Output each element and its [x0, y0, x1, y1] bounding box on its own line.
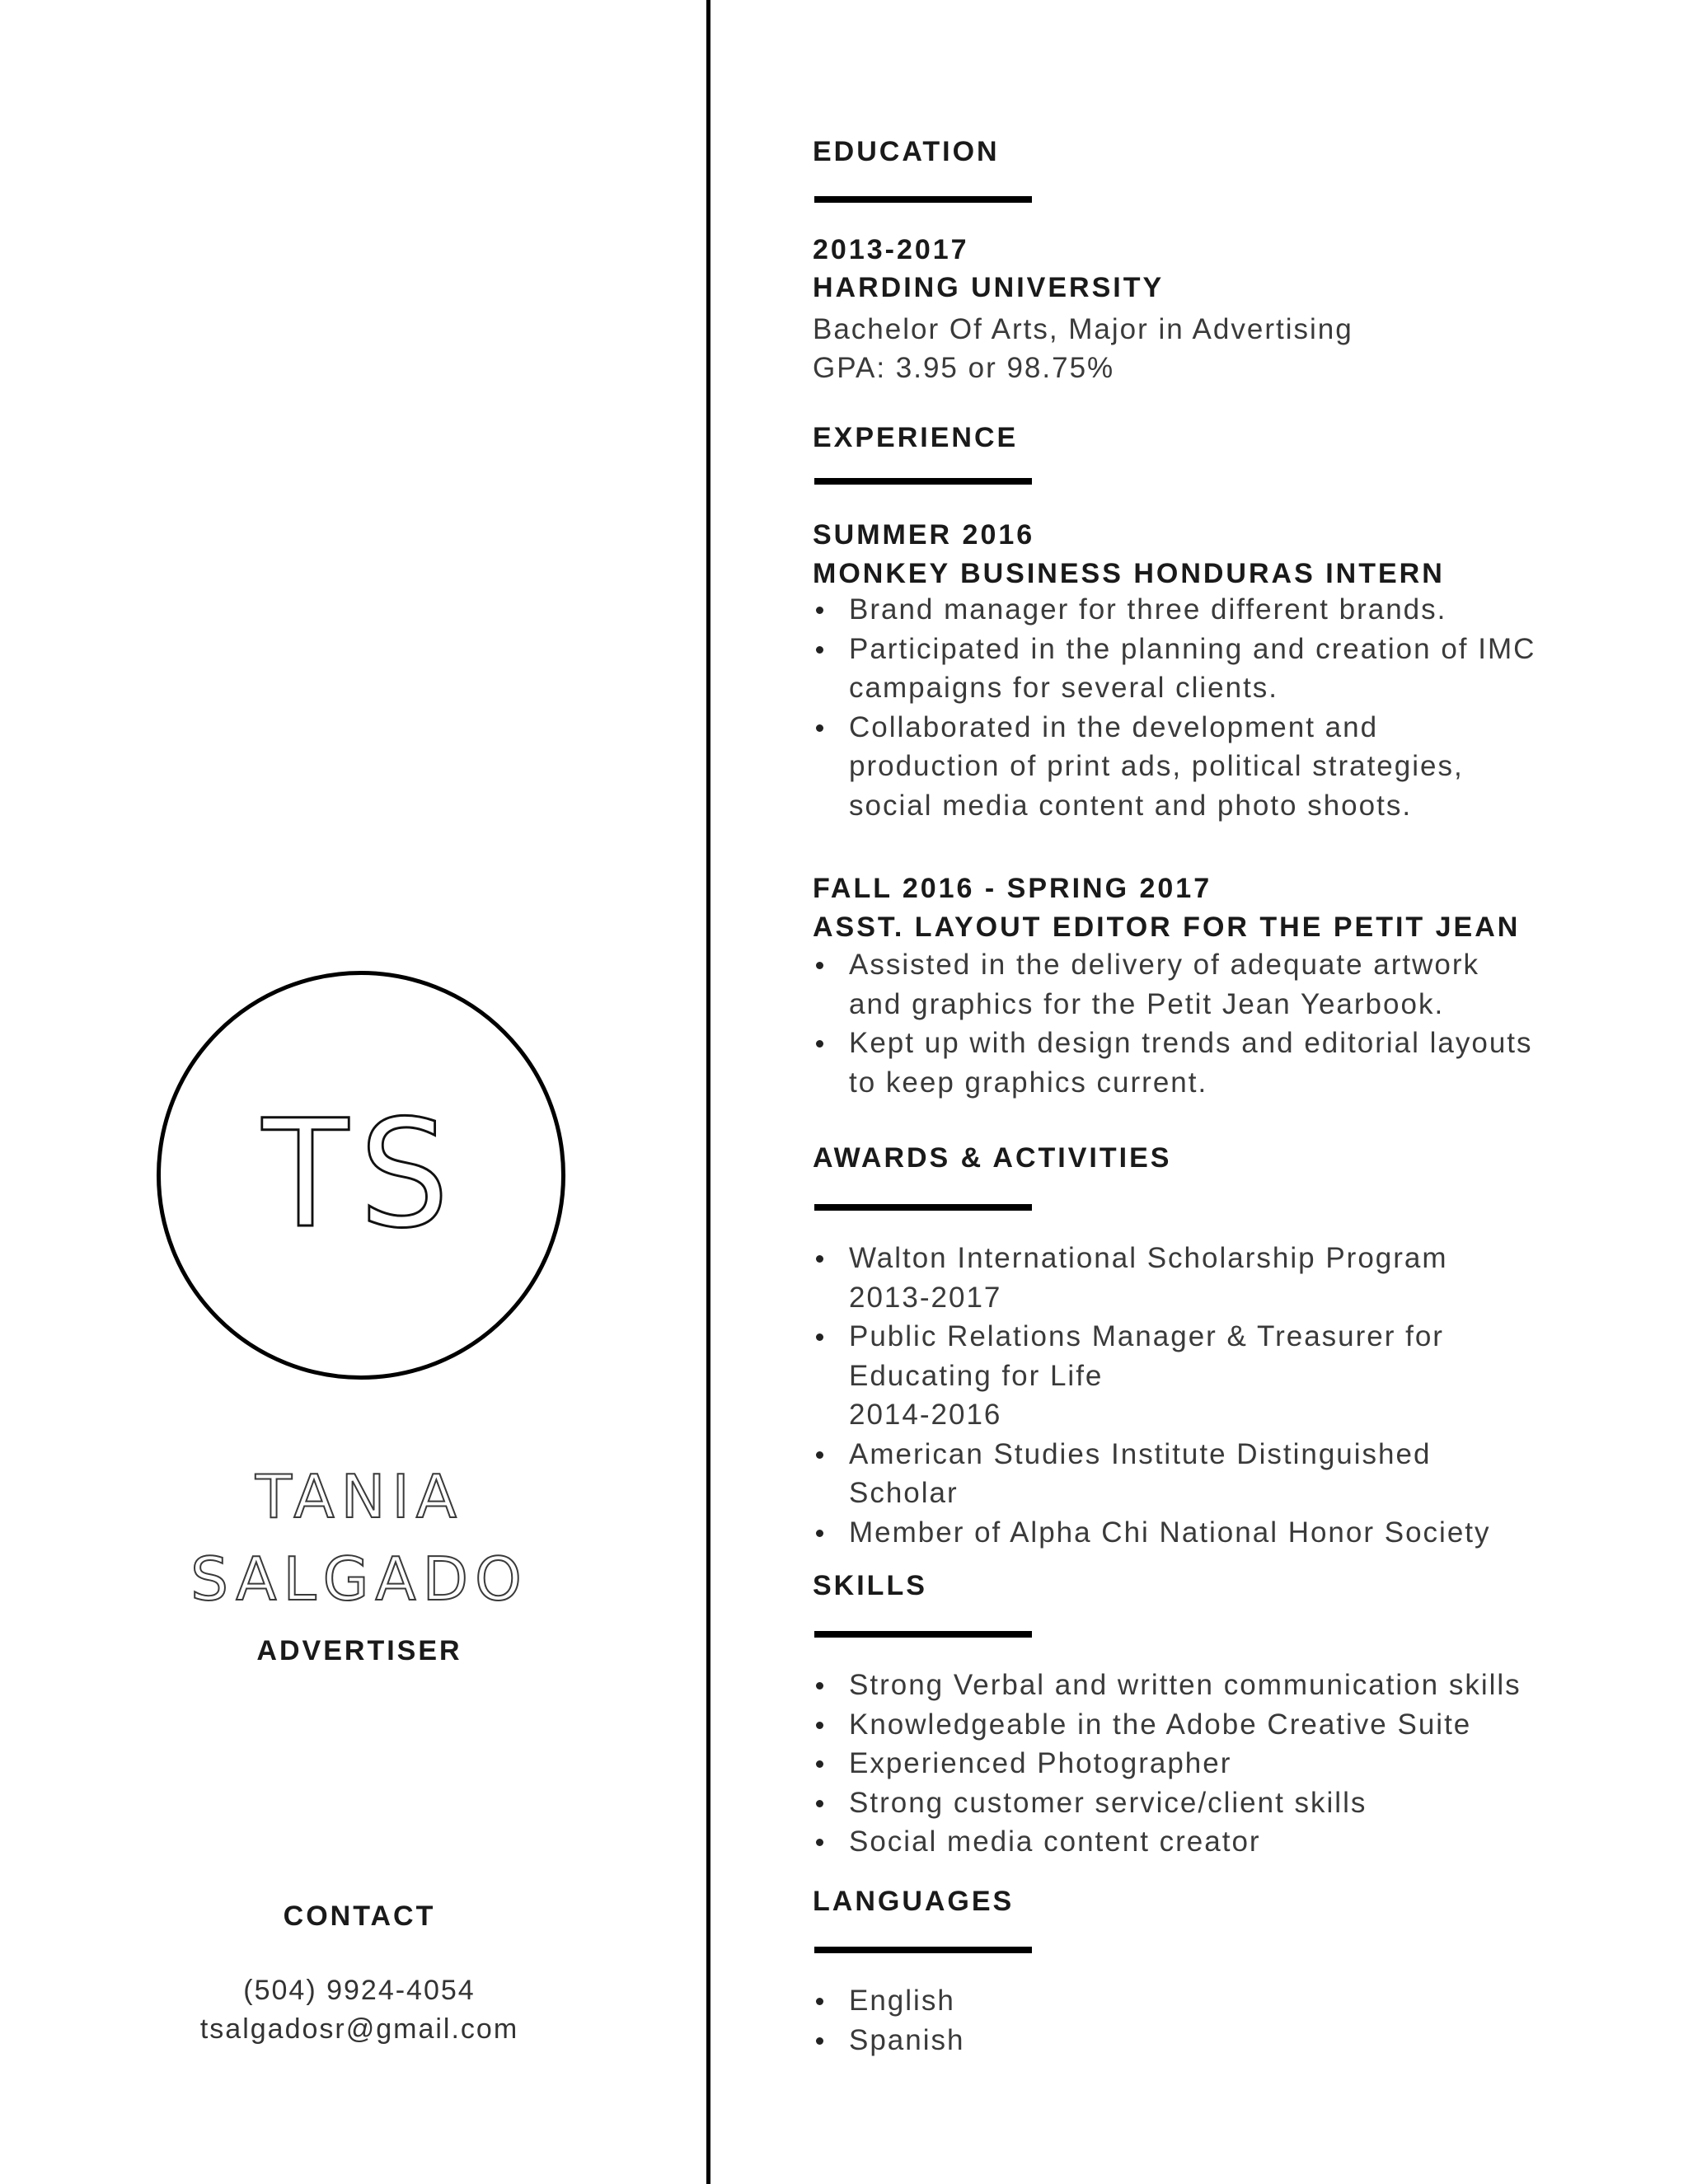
bullet-icon — [816, 2037, 823, 2045]
job-role: MONKEY BUSINESS HONDURAS INTERN — [813, 558, 1445, 589]
list-item: Kept up with design trends and editorial layouts to keep graphics current. — [813, 1024, 1538, 1102]
list-item: Brand manager for three different brands. — [813, 590, 1538, 630]
education-rule — [814, 196, 1032, 203]
list-item: Member of Alpha Chi National Honor Society — [813, 1513, 1604, 1553]
job-period: FALL 2016 - SPRING 2017 — [813, 873, 1212, 904]
bullet-icon — [816, 962, 823, 969]
bullet-icon — [816, 1682, 823, 1690]
list-item: Knowledgeable in the Adobe Creative Suite — [813, 1705, 1604, 1745]
list-item: Social media content creator — [813, 1822, 1604, 1862]
languages-heading: LANGUAGES — [813, 1886, 1015, 1917]
list-item: Strong Verbal and written communication skills — [813, 1666, 1604, 1705]
bullet-icon — [816, 1451, 823, 1459]
awards-list — [813, 1239, 1604, 1552]
bullet-icon — [816, 607, 823, 614]
bullet-icon — [816, 1839, 823, 1846]
list-item: Walton International Scholarship Program 2013-2017 — [813, 1239, 1604, 1317]
bullet-icon — [816, 1722, 823, 1729]
job-title: ADVERTISER — [256, 1635, 462, 1666]
list-item: Collaborated in the development and production of print ads, political strategies, social media content and photo shoots. — [813, 708, 1538, 826]
skills-heading: SKILLS — [813, 1570, 927, 1601]
job-bullets — [813, 590, 1538, 825]
awards-heading: AWARDS & ACTIVITIES — [813, 1142, 1172, 1174]
bullet-icon — [816, 1530, 823, 1537]
list-item: American Studies Institute Distinguished Scholar — [813, 1435, 1604, 1513]
education-gpa: GPA: 3.95 or 98.75% — [813, 352, 1115, 384]
bullet-icon — [816, 724, 823, 732]
bullet-icon — [816, 1333, 823, 1341]
bullet-icon — [816, 1760, 823, 1768]
awards-rule — [814, 1204, 1032, 1211]
education-degree: Bachelor Of Arts, Major in Advertising — [813, 313, 1353, 345]
bullet-icon — [816, 1800, 823, 1807]
column-divider — [706, 0, 710, 2184]
list-item: Participated in the planning and creation of IMC campaigns for several clients. — [813, 630, 1538, 708]
list-item: Experienced Photographer — [813, 1744, 1604, 1783]
job-bullets — [813, 945, 1538, 1102]
job-role: ASST. LAYOUT EDITOR FOR THE PETIT JEAN — [813, 912, 1521, 943]
languages-rule — [814, 1947, 1032, 1953]
bullet-icon — [816, 646, 823, 654]
first-name: TANIA — [256, 1462, 463, 1531]
contact-heading: CONTACT — [283, 1900, 436, 1932]
list-item: Strong customer service/client skills — [813, 1783, 1604, 1823]
contact-phone: (504) 9924-4054 — [243, 1975, 476, 2006]
experience-rule — [814, 478, 1032, 485]
bullet-icon — [816, 1040, 823, 1047]
education-heading: EDUCATION — [813, 136, 1000, 167]
list-item: Public Relations Manager & Treasurer for Educating for Life 2014-2016 — [813, 1317, 1604, 1435]
bullet-icon — [816, 1998, 823, 2005]
experience-heading: EXPERIENCE — [813, 422, 1019, 453]
education-school: HARDING UNIVERSITY — [813, 272, 1165, 303]
education-years: 2013-2017 — [813, 234, 969, 265]
bullet-icon — [816, 1255, 823, 1263]
languages-list — [813, 1981, 1604, 2060]
list-item: Spanish — [813, 2021, 1604, 2060]
last-name: SALGADO — [190, 1544, 528, 1614]
skills-rule — [814, 1631, 1032, 1638]
contact-email: tsalgadosr@gmail.com — [199, 2013, 519, 2045]
job-period: SUMMER 2016 — [813, 519, 1035, 551]
list-item: English — [813, 1981, 1604, 2021]
monogram-initials: TS — [262, 1089, 460, 1261]
skills-list — [813, 1666, 1604, 1862]
monogram-circle — [157, 971, 565, 1380]
list-item: Assisted in the delivery of adequate artwork and graphics for the Petit Jean Yearbook. — [813, 945, 1538, 1024]
